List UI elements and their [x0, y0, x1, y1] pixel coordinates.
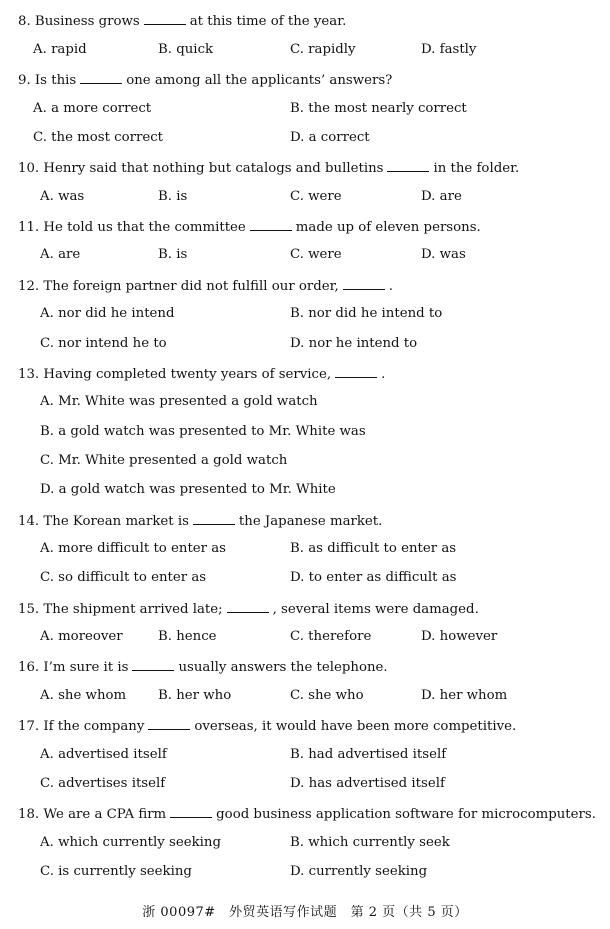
option-d: D. a correct: [290, 130, 370, 145]
question-10: 10. Henry said that nothing but catalogs and bulletins in the folder.: [18, 161, 520, 176]
answer-blank: [170, 805, 212, 818]
option-b: B. quick: [158, 42, 214, 57]
option-c: C. is currently seeking: [40, 864, 192, 879]
option-c: C. she who: [290, 688, 364, 703]
option-d: D. currently seeking: [290, 864, 428, 879]
option-a: A. moreover: [40, 629, 123, 644]
option-a: A. more difficult to enter as: [40, 541, 226, 556]
option-d: D. fastly: [421, 42, 477, 57]
option-c: C. were: [290, 189, 342, 204]
question-16: 16. I’m sure it is usually answers the telephone.: [18, 660, 388, 675]
option-b: B. hence: [158, 629, 217, 644]
option-c: C. nor intend he to: [40, 336, 167, 351]
option-c: C. so difficult to enter as: [40, 570, 207, 585]
option-d: D. are: [421, 189, 462, 204]
option-c: C. were: [290, 247, 342, 262]
question-13: 13. Having completed twenty years of service, .: [18, 367, 386, 382]
answer-blank: [80, 71, 122, 84]
option-d: D. her whom: [421, 688, 508, 703]
option-a: A. she whom: [40, 688, 127, 703]
answer-blank: [148, 717, 190, 730]
answer-blank: [343, 277, 385, 290]
question-12: 12. The foreign partner did not fulfill our order, .: [18, 279, 394, 294]
option-a: A. are: [40, 247, 81, 262]
option-b: B. as difficult to enter as: [290, 541, 457, 556]
option-a: A. which currently seeking: [40, 835, 221, 850]
option-b: B. nor did he intend to: [290, 306, 443, 321]
option-a: A. rapid: [33, 42, 87, 57]
option-d: D. to enter as difficult as: [290, 570, 457, 585]
option-b: B. had advertised itself: [290, 747, 447, 762]
answer-blank: [132, 658, 174, 671]
question-11: 11. He told us that the committee made up of eleven persons.: [18, 220, 481, 235]
question-9: 9. Is this one among all the applicants’ answers?: [18, 73, 393, 88]
option-c: C. rapidly: [290, 42, 356, 57]
answer-blank: [335, 365, 377, 378]
question-14: 14. The Korean market is the Japanese market.: [18, 514, 383, 529]
question-15: 15. The shipment arrived late; , several items were damaged.: [18, 602, 479, 617]
answer-blank: [227, 600, 269, 613]
answer-blank: [250, 218, 292, 231]
option-c: C. advertises itself: [40, 776, 166, 791]
page-footer: 浙 00097# 外贸英语写作试题 第 2 页（共 5 页）: [142, 905, 468, 920]
option-c: C. the most correct: [33, 130, 164, 145]
answer-blank: [144, 12, 186, 25]
option-b: B. is: [158, 247, 188, 262]
question-8: 8. Business grows at this time of the year.: [18, 14, 347, 29]
option-d: D. nor he intend to: [290, 336, 418, 351]
option-a: A. Mr. White was presented a gold watch: [40, 394, 318, 409]
question-17: 17. If the company overseas, it would have been more competitive.: [18, 719, 517, 734]
option-c: C. therefore: [290, 629, 372, 644]
option-a: A. was: [40, 189, 85, 204]
answer-blank: [387, 159, 429, 172]
option-a: A. advertised itself: [40, 747, 167, 762]
option-d: D. however: [421, 629, 498, 644]
option-b: B. her who: [158, 688, 232, 703]
option-d: D. a gold watch was presented to Mr. White: [40, 482, 336, 497]
option-c: C. Mr. White presented a gold watch: [40, 453, 288, 468]
option-b: B. a gold watch was presented to Mr. White was: [40, 424, 366, 439]
option-b: B. the most nearly correct: [290, 101, 467, 116]
option-b: B. is: [158, 189, 188, 204]
answer-blank: [193, 512, 235, 525]
question-18: 18. We are a CPA firm good business application software for microcomputers.: [18, 807, 596, 822]
option-b: B. which currently seek: [290, 835, 450, 850]
option-a: A. a more correct: [33, 101, 152, 116]
option-d: D. has advertised itself: [290, 776, 445, 791]
option-a: A. nor did he intend: [40, 306, 175, 321]
option-d: D. was: [421, 247, 466, 262]
